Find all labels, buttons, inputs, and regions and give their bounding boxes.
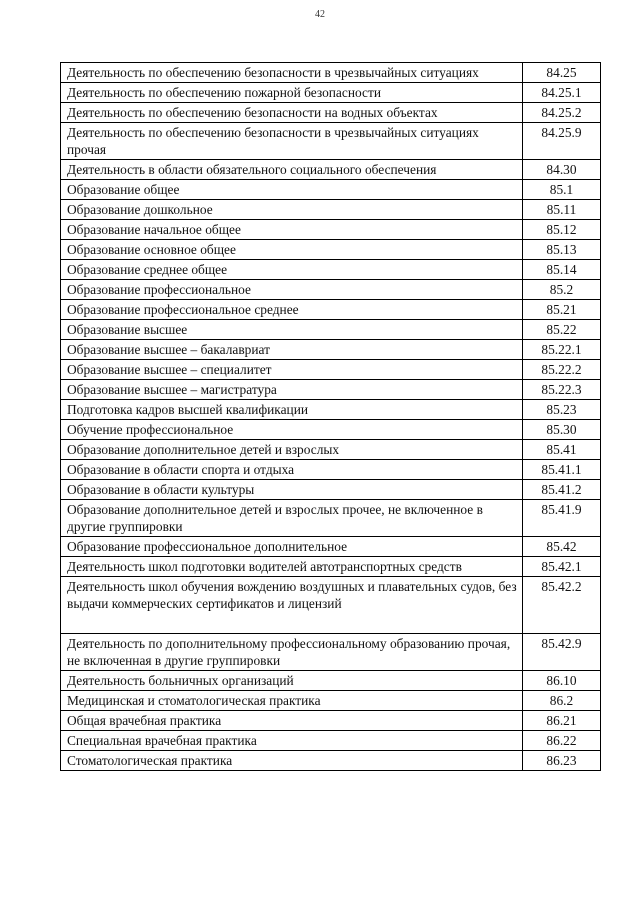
activity-name: Деятельность больничных организаций bbox=[61, 671, 523, 691]
activity-name: Деятельность школ обучения вождению воздушных и плавательных судов, без выдачи коммерческих сертификатов и лицензий bbox=[61, 577, 523, 634]
activity-code: 85.11 bbox=[522, 200, 600, 220]
activity-code: 85.12 bbox=[522, 220, 600, 240]
table-row bbox=[61, 400, 601, 420]
table-row bbox=[61, 537, 601, 557]
table-row bbox=[61, 460, 601, 480]
table-row bbox=[61, 577, 601, 634]
table-row bbox=[61, 103, 601, 123]
activity-code: 85.42.9 bbox=[522, 634, 600, 671]
activity-name: Образование высшее – магистратура bbox=[61, 380, 523, 400]
activity-code: 85.42.2 bbox=[522, 577, 600, 634]
activity-name: Деятельность по дополнительному профессиональному образованию прочая, не включенная в другие группировки bbox=[61, 634, 523, 671]
activity-code: 86.22 bbox=[522, 731, 600, 751]
activity-code: 85.13 bbox=[522, 240, 600, 260]
activity-name: Образование в области культуры bbox=[61, 480, 523, 500]
activity-code: 85.1 bbox=[522, 180, 600, 200]
table-row bbox=[61, 160, 601, 180]
activity-name: Образование дошкольное bbox=[61, 200, 523, 220]
activity-code: 86.10 bbox=[522, 671, 600, 691]
activity-code: 85.14 bbox=[522, 260, 600, 280]
activity-code: 85.42.1 bbox=[522, 557, 600, 577]
activity-name: Общая врачебная практика bbox=[61, 711, 523, 731]
table-row bbox=[61, 260, 601, 280]
table-row bbox=[61, 220, 601, 240]
activity-code: 86.23 bbox=[522, 751, 600, 771]
activity-name: Деятельность по обеспечению безопасности в чрезвычайных ситуациях bbox=[61, 63, 523, 83]
activity-code: 85.23 bbox=[522, 400, 600, 420]
activity-code: 85.21 bbox=[522, 300, 600, 320]
table-row bbox=[61, 420, 601, 440]
activity-code: 86.21 bbox=[522, 711, 600, 731]
page-number: 42 bbox=[315, 9, 325, 20]
activity-code: 84.25.2 bbox=[522, 103, 600, 123]
activity-code: 85.2 bbox=[522, 280, 600, 300]
activity-code: 85.22.3 bbox=[522, 380, 600, 400]
table-row bbox=[61, 691, 601, 711]
activity-name: Специальная врачебная практика bbox=[61, 731, 523, 751]
table-row bbox=[61, 557, 601, 577]
table-row bbox=[61, 340, 601, 360]
table-row bbox=[61, 240, 601, 260]
activity-name: Деятельность школ подготовки водителей автотранспортных средств bbox=[61, 557, 523, 577]
activity-name: Обучение профессиональное bbox=[61, 420, 523, 440]
activity-name: Образование высшее – специалитет bbox=[61, 360, 523, 380]
table-row bbox=[61, 300, 601, 320]
table-row bbox=[61, 200, 601, 220]
activity-name: Образование в области спорта и отдыха bbox=[61, 460, 523, 480]
activity-name: Образование среднее общее bbox=[61, 260, 523, 280]
activity-name: Деятельность по обеспечению пожарной безопасности bbox=[61, 83, 523, 103]
activity-code: 85.41 bbox=[522, 440, 600, 460]
table-row bbox=[61, 83, 601, 103]
table-row bbox=[61, 63, 601, 83]
activity-name: Подготовка кадров высшей квалификации bbox=[61, 400, 523, 420]
activity-code-table bbox=[60, 62, 601, 771]
activity-name: Образование профессиональное дополнительное bbox=[61, 537, 523, 557]
table-row bbox=[61, 360, 601, 380]
activity-code: 85.42 bbox=[522, 537, 600, 557]
activity-name: Деятельность по обеспечению безопасности в чрезвычайных ситуациях прочая bbox=[61, 123, 523, 160]
table-row bbox=[61, 711, 601, 731]
table-row bbox=[61, 180, 601, 200]
table-row bbox=[61, 500, 601, 537]
activity-code: 84.25.9 bbox=[522, 123, 600, 160]
table-row bbox=[61, 480, 601, 500]
activity-code: 85.41.2 bbox=[522, 480, 600, 500]
activity-code: 85.22.2 bbox=[522, 360, 600, 380]
table-row bbox=[61, 280, 601, 300]
activity-name: Деятельность в области обязательного социального обеспечения bbox=[61, 160, 523, 180]
activity-name: Образование профессиональное среднее bbox=[61, 300, 523, 320]
table-row bbox=[61, 320, 601, 340]
activity-code: 85.22.1 bbox=[522, 340, 600, 360]
activity-name: Образование профессиональное bbox=[61, 280, 523, 300]
activity-name: Образование основное общее bbox=[61, 240, 523, 260]
activity-name: Медицинская и стоматологическая практика bbox=[61, 691, 523, 711]
table-row bbox=[61, 380, 601, 400]
table-row bbox=[61, 751, 601, 771]
activity-code: 86.2 bbox=[522, 691, 600, 711]
table-row bbox=[61, 671, 601, 691]
activity-name: Образование общее bbox=[61, 180, 523, 200]
table-row bbox=[61, 440, 601, 460]
table-row bbox=[61, 634, 601, 671]
activity-name: Образование начальное общее bbox=[61, 220, 523, 240]
activity-code: 85.30 bbox=[522, 420, 600, 440]
activity-code: 84.25.1 bbox=[522, 83, 600, 103]
activity-name: Образование высшее bbox=[61, 320, 523, 340]
activity-code: 85.41.1 bbox=[522, 460, 600, 480]
activity-name: Деятельность по обеспечению безопасности на водных объектах bbox=[61, 103, 523, 123]
activity-name: Образование дополнительное детей и взрослых bbox=[61, 440, 523, 460]
table-row bbox=[61, 731, 601, 751]
activity-code: 84.25 bbox=[522, 63, 600, 83]
activity-code: 84.30 bbox=[522, 160, 600, 180]
activity-code: 85.22 bbox=[522, 320, 600, 340]
activity-name: Образование дополнительное детей и взрослых прочее, не включенное в другие группировки bbox=[61, 500, 523, 537]
activity-name: Стоматологическая практика bbox=[61, 751, 523, 771]
activity-name: Образование высшее – бакалавриат bbox=[61, 340, 523, 360]
table-row bbox=[61, 123, 601, 160]
activity-code: 85.41.9 bbox=[522, 500, 600, 537]
